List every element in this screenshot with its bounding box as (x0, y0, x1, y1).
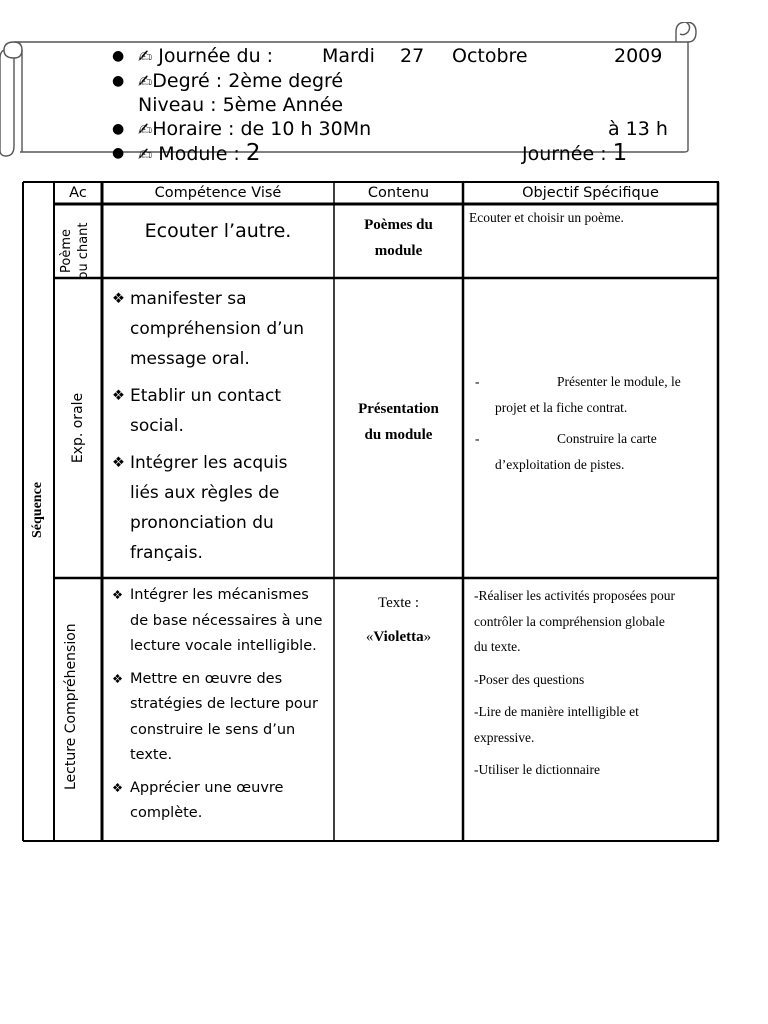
header-contenu: Contenu (367, 185, 430, 201)
objectif-line: Présenter le module, le (557, 374, 681, 389)
diamond-bullet-icon: ❖ (112, 780, 124, 795)
competence-item (108, 776, 332, 827)
module-number: 2 (245, 140, 261, 166)
objectif-line: d’exploitation de pistes. (495, 456, 625, 472)
journee-block (522, 142, 627, 167)
competence-line: Mettre en œuvre des (130, 670, 283, 687)
date-day: Mardi (322, 45, 375, 67)
header-scroll-banner (0, 22, 700, 166)
diamond-bullet-icon: ❖ (112, 455, 125, 471)
level-label: Niveau : 5ème Année (138, 94, 344, 116)
competence-line: social. (130, 416, 184, 436)
competence-line: lecture vocale intelligible. (130, 638, 317, 654)
competence-item (108, 381, 332, 441)
objectif-item (474, 667, 718, 693)
objectif-line: -Lire de manière intelligible et (474, 704, 639, 719)
module-item: ● ✍ Module : 2 Journée : 1 (112, 140, 628, 166)
text-title: «Violetta» (365, 629, 432, 645)
competence-item (108, 667, 332, 769)
header-objectif: Objectif Spécifique (522, 185, 659, 201)
competence-line: compréhension d’un (130, 319, 305, 339)
competence-line: liés aux règles de (130, 483, 280, 503)
objectif-line: -Réaliser les activités proposées pour (474, 588, 675, 603)
objectif-line: contrôler la compréhension globale (474, 613, 665, 629)
objectif-line: -Utiliser le dictionnaire (474, 762, 600, 777)
diamond-bullet-icon: ❖ (112, 388, 125, 404)
objectif-line: -Poser des questions (474, 671, 585, 687)
session-date-item: ● ✍ Journée du : Mardi 27 Octobre 2009 (112, 45, 663, 67)
competence-line: texte. (130, 747, 173, 763)
competence-line: français. (130, 543, 203, 563)
header-competence: Compétence Visé (154, 185, 282, 201)
row1-contenu: Poèmes du module (364, 217, 433, 259)
row1-competence: Ecouter l’autre. (144, 220, 292, 242)
degree-item: ● ✍Degré : 2ème degré (112, 69, 344, 92)
lesson-table (22, 180, 720, 843)
row2-objectif-list (469, 369, 714, 477)
competence-line: de base nécessaires à une (130, 612, 323, 629)
row2-ac-label: Exp. orale (70, 392, 86, 464)
schedule-start: Horaire : de 10 h 30Mn (152, 117, 372, 140)
writing-hand-icon: ✍ (138, 145, 153, 165)
competence-line: message oral. (130, 349, 250, 369)
competence-line: Intégrer les acquis (130, 453, 288, 473)
row1-objectif: Ecouter et choisir un poème. (469, 210, 624, 225)
objectif-line: Construire la carte (557, 431, 657, 446)
row2-competence-list (108, 284, 332, 568)
diamond-bullet-icon: ❖ (112, 291, 125, 307)
writing-hand-icon: ✍ (138, 47, 153, 67)
schedule-item: ● ✍Horaire : de 10 h 30Mn à 13 h (112, 117, 668, 140)
objectif-line: expressive. (474, 729, 535, 745)
sequence-side-label: Séquence (30, 482, 45, 538)
journee-number: 1 (612, 140, 628, 166)
row3-competence-list (108, 583, 332, 827)
header-ac: Ac (69, 185, 87, 201)
objectif-item (469, 426, 714, 477)
objectif-item (474, 583, 718, 660)
date-year: 2009 (614, 45, 663, 67)
row2-contenu: Présentation du module (358, 401, 439, 443)
competence-line: Apprécier une œuvre (130, 779, 284, 796)
competence-line: stratégies de lecture pour (130, 696, 318, 712)
competence-line: Intégrer les mécanismes (130, 587, 309, 603)
dash-bullet: - (475, 431, 480, 446)
competence-line: Etablir un contact (130, 386, 282, 406)
row1-ac-label: Poème ou chant (59, 222, 91, 280)
writing-hand-icon: ✍ (138, 71, 153, 92)
degree-label: Degré : 2ème degré (152, 69, 344, 92)
competence-item (108, 583, 332, 660)
objectif-item (474, 757, 718, 783)
diamond-bullet-icon: ❖ (112, 671, 124, 686)
writing-hand-icon: ✍ (138, 119, 153, 140)
date-number: 27 (400, 45, 425, 67)
competence-line: construire le sens d’un (130, 721, 296, 738)
competence-item (108, 284, 332, 374)
dash-bullet: - (475, 374, 480, 389)
competence-item (108, 448, 332, 568)
objectif-item (474, 699, 718, 750)
competence-line: complète. (130, 805, 203, 821)
objectif-line: projet et la fiche contrat. (495, 399, 628, 415)
date-month: Octobre (452, 45, 528, 67)
row3-ac-label: Lecture Compréhension (63, 623, 79, 790)
objectif-item (469, 369, 714, 420)
objectif-line: du texte. (474, 639, 521, 654)
journee-label: Journée : (522, 143, 613, 165)
competence-line: manifester sa (130, 289, 247, 309)
schedule-end: à 13 h (608, 117, 668, 140)
session-info-list (112, 45, 682, 168)
row3-objectif-list (474, 583, 718, 783)
row3-contenu: Texte : «Violetta» (334, 586, 463, 654)
diamond-bullet-icon: ❖ (112, 588, 124, 602)
date-label: Journée du : (158, 45, 274, 67)
competence-line: prononciation du (130, 513, 274, 533)
module-label: Module : (158, 143, 246, 165)
